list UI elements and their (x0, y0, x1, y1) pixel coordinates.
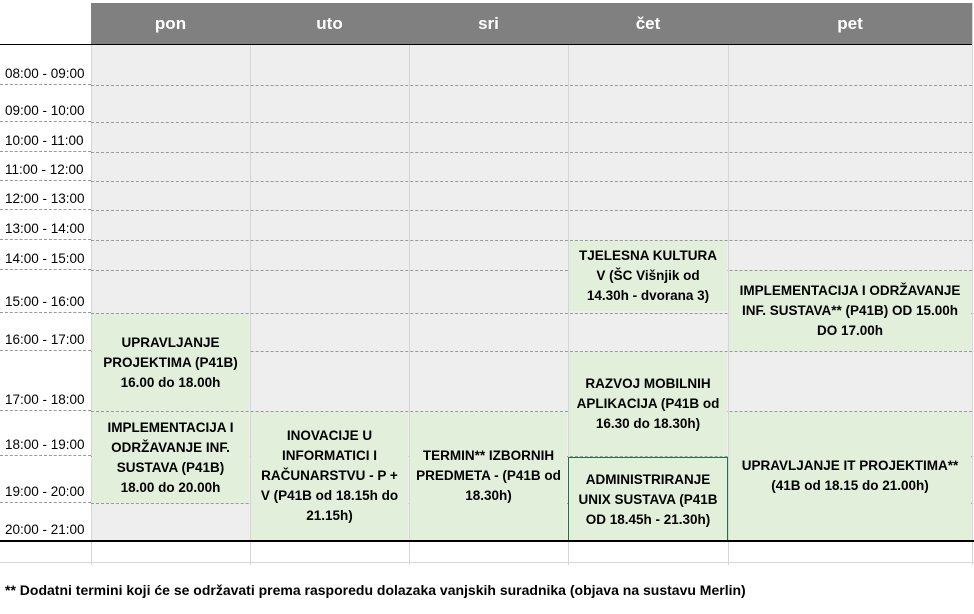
empty-row-divider (0, 562, 974, 563)
time-slot: 09:00 - 10:00 (0, 85, 91, 122)
row-divider (91, 122, 972, 123)
course-upravljanje-projektima[interactable] (92, 314, 249, 411)
course-tjelesna-kultura[interactable] (569, 241, 727, 311)
footnote: ** Dodatni termini koji će se održavati prema rasporedu dolazaka vanjskih suradnika (objava na sustavu Merlin) (5, 582, 746, 598)
course-implementacija-pet[interactable] (729, 271, 971, 351)
row-divider (91, 240, 972, 241)
course-label: IMPLEMENTACIJA I ODRŽAVANJE INF. SUSTAVA** (P41B) OD 15.00h DO 17.00h (739, 283, 961, 338)
col-divider (972, 3, 973, 565)
table-bottom-border (0, 540, 974, 542)
course-label: ADMINISTRIRANJE UNIX SUSTAVA (P41B OD 18.45h - 21.30h) (578, 471, 718, 527)
course-implementacija-pon[interactable] (92, 412, 249, 503)
time-slot: 17:00 - 18:00 (0, 351, 91, 411)
day-header-uto[interactable]: uto (250, 3, 409, 45)
row-divider (91, 181, 972, 182)
course-label: UPRAVLJANJE IT PROJEKTIMA** (41B od 18.15 do 21.00h) (741, 458, 959, 493)
course-label: IMPLEMENTACIJA I ODRŽAVANJE INF. SUSTAVA (P41B) 18.00 do 20.00h (107, 419, 234, 495)
header-corner (0, 0, 91, 45)
time-slot: 19:00 - 20:00 (0, 456, 91, 503)
course-administriranje-unix[interactable] (568, 457, 728, 542)
day-header-pon[interactable]: pon (91, 3, 250, 45)
time-slot: 14:00 - 15:00 (0, 240, 91, 270)
row-divider (91, 152, 972, 153)
course-termin-izbornih[interactable] (410, 412, 567, 540)
course-label: RAZVOJ MOBILNIH APLIKACIJA (P41B od 16.30 do 18.30h) (576, 376, 720, 431)
course-label: TJELESNA KULTURA V (ŠC Višnjik od 14.30h - dvorana 3) (579, 248, 717, 303)
day-header-cet[interactable]: čet (568, 3, 728, 45)
course-razvoj-mobilnih[interactable] (569, 352, 727, 456)
time-slot: 18:00 - 19:00 (0, 411, 91, 456)
row-divider (91, 210, 972, 211)
time-slot: 08:00 - 09:00 (0, 45, 91, 85)
course-inovacije[interactable] (251, 412, 408, 540)
time-slot: 10:00 - 11:00 (0, 122, 91, 152)
time-slot: 16:00 - 17:00 (0, 313, 91, 351)
course-label: TERMIN** IZBORNIH PREDMETA - (P41B od 18.30h) (416, 448, 561, 503)
time-slot: 13:00 - 14:00 (0, 210, 91, 240)
time-slot: 11:00 - 12:00 (0, 152, 91, 181)
course-label: UPRAVLJANJE PROJEKTIMA (P41B) 16.00 do 18.00h (103, 334, 238, 390)
row-divider (91, 85, 972, 86)
day-header-pet[interactable]: pet (728, 3, 972, 45)
day-header-sri[interactable]: sri (409, 3, 568, 45)
time-slot: 12:00 - 13:00 (0, 181, 91, 210)
course-label: INOVACIJE U INFORMATICI I RAČUNARSTVU - P + V (P41B od 18.15h do 21.15h) (260, 428, 399, 523)
course-upravljanje-it[interactable] (729, 412, 971, 540)
time-slot: 15:00 - 16:00 (0, 270, 91, 313)
time-slot: 20:00 - 21:00 (5, 522, 85, 537)
